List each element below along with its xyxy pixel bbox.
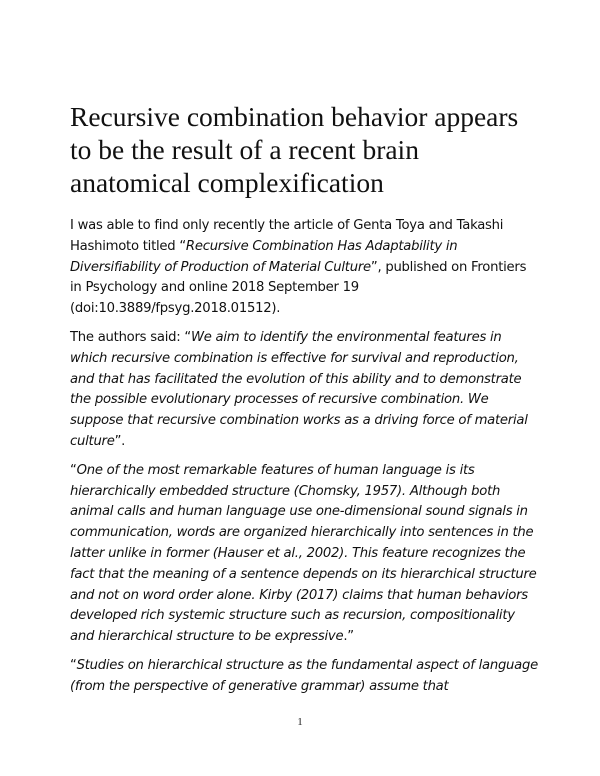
paragraph-authors-tail: ”. [114, 433, 126, 449]
paragraph-language-lead: “ [70, 462, 77, 478]
paragraph-hierarchy-quote [70, 656, 540, 698]
paragraph-language-quote [70, 461, 540, 648]
page-number: 1 [297, 716, 303, 728]
paragraph-hierarchy-lead: “ [70, 657, 77, 673]
paragraph-authors-quote [70, 328, 540, 453]
paragraph-intro-tail: ”, published on Frontiers in Psychology and online 2018 September 19 (doi:10.3889/fpsyg.2018.01512). [70, 259, 527, 317]
language-quote: One of the most remarkable features of human language is its hierarchically embedded structure (Chomsky, 1957). Although both animal calls and human language use one-dimensional sound signals in communication, words are organized hierarchically into sentences in the latter unlike in former (Hauser et al., 2002). This feature recognizes the fact that the meaning of a sentence depends on its hierarchical structure and not on word order alone. Kirby (2017) claims that human behaviors developed rich systemic structure such as recursion, compositionality and hierarchical structure to be expressive [70, 462, 537, 645]
paragraph-language-tail: .” [343, 629, 354, 645]
paragraph-intro [70, 216, 540, 320]
document-title: Recursive combination behavior appears to be the result of a recent brain anatomical complexification [70, 101, 519, 198]
document-body [70, 216, 540, 706]
authors-quote: We aim to identify the environmental features in which recursive combination is effective for survival and reproduction, and that has facilitated the evolution of this ability and to demonstrate the possible evolutionary processes of recursive combination. We suppose that recursive combination works as a driving force of material culture [70, 329, 528, 449]
hierarchy-quote: Studies on hierarchical structure as the fundamental aspect of language (from the perspective of generative grammar) assume that [70, 657, 538, 694]
paragraph-intro-lead: I was able to find only recently the article of Genta Toya and Takashi Hashimoto titled “ [70, 218, 504, 254]
article-title: Recursive Combination Has Adaptability in Diversifiability of Production of Material Culture [70, 238, 458, 275]
paragraph-authors-lead: The authors said: “ [70, 329, 191, 345]
